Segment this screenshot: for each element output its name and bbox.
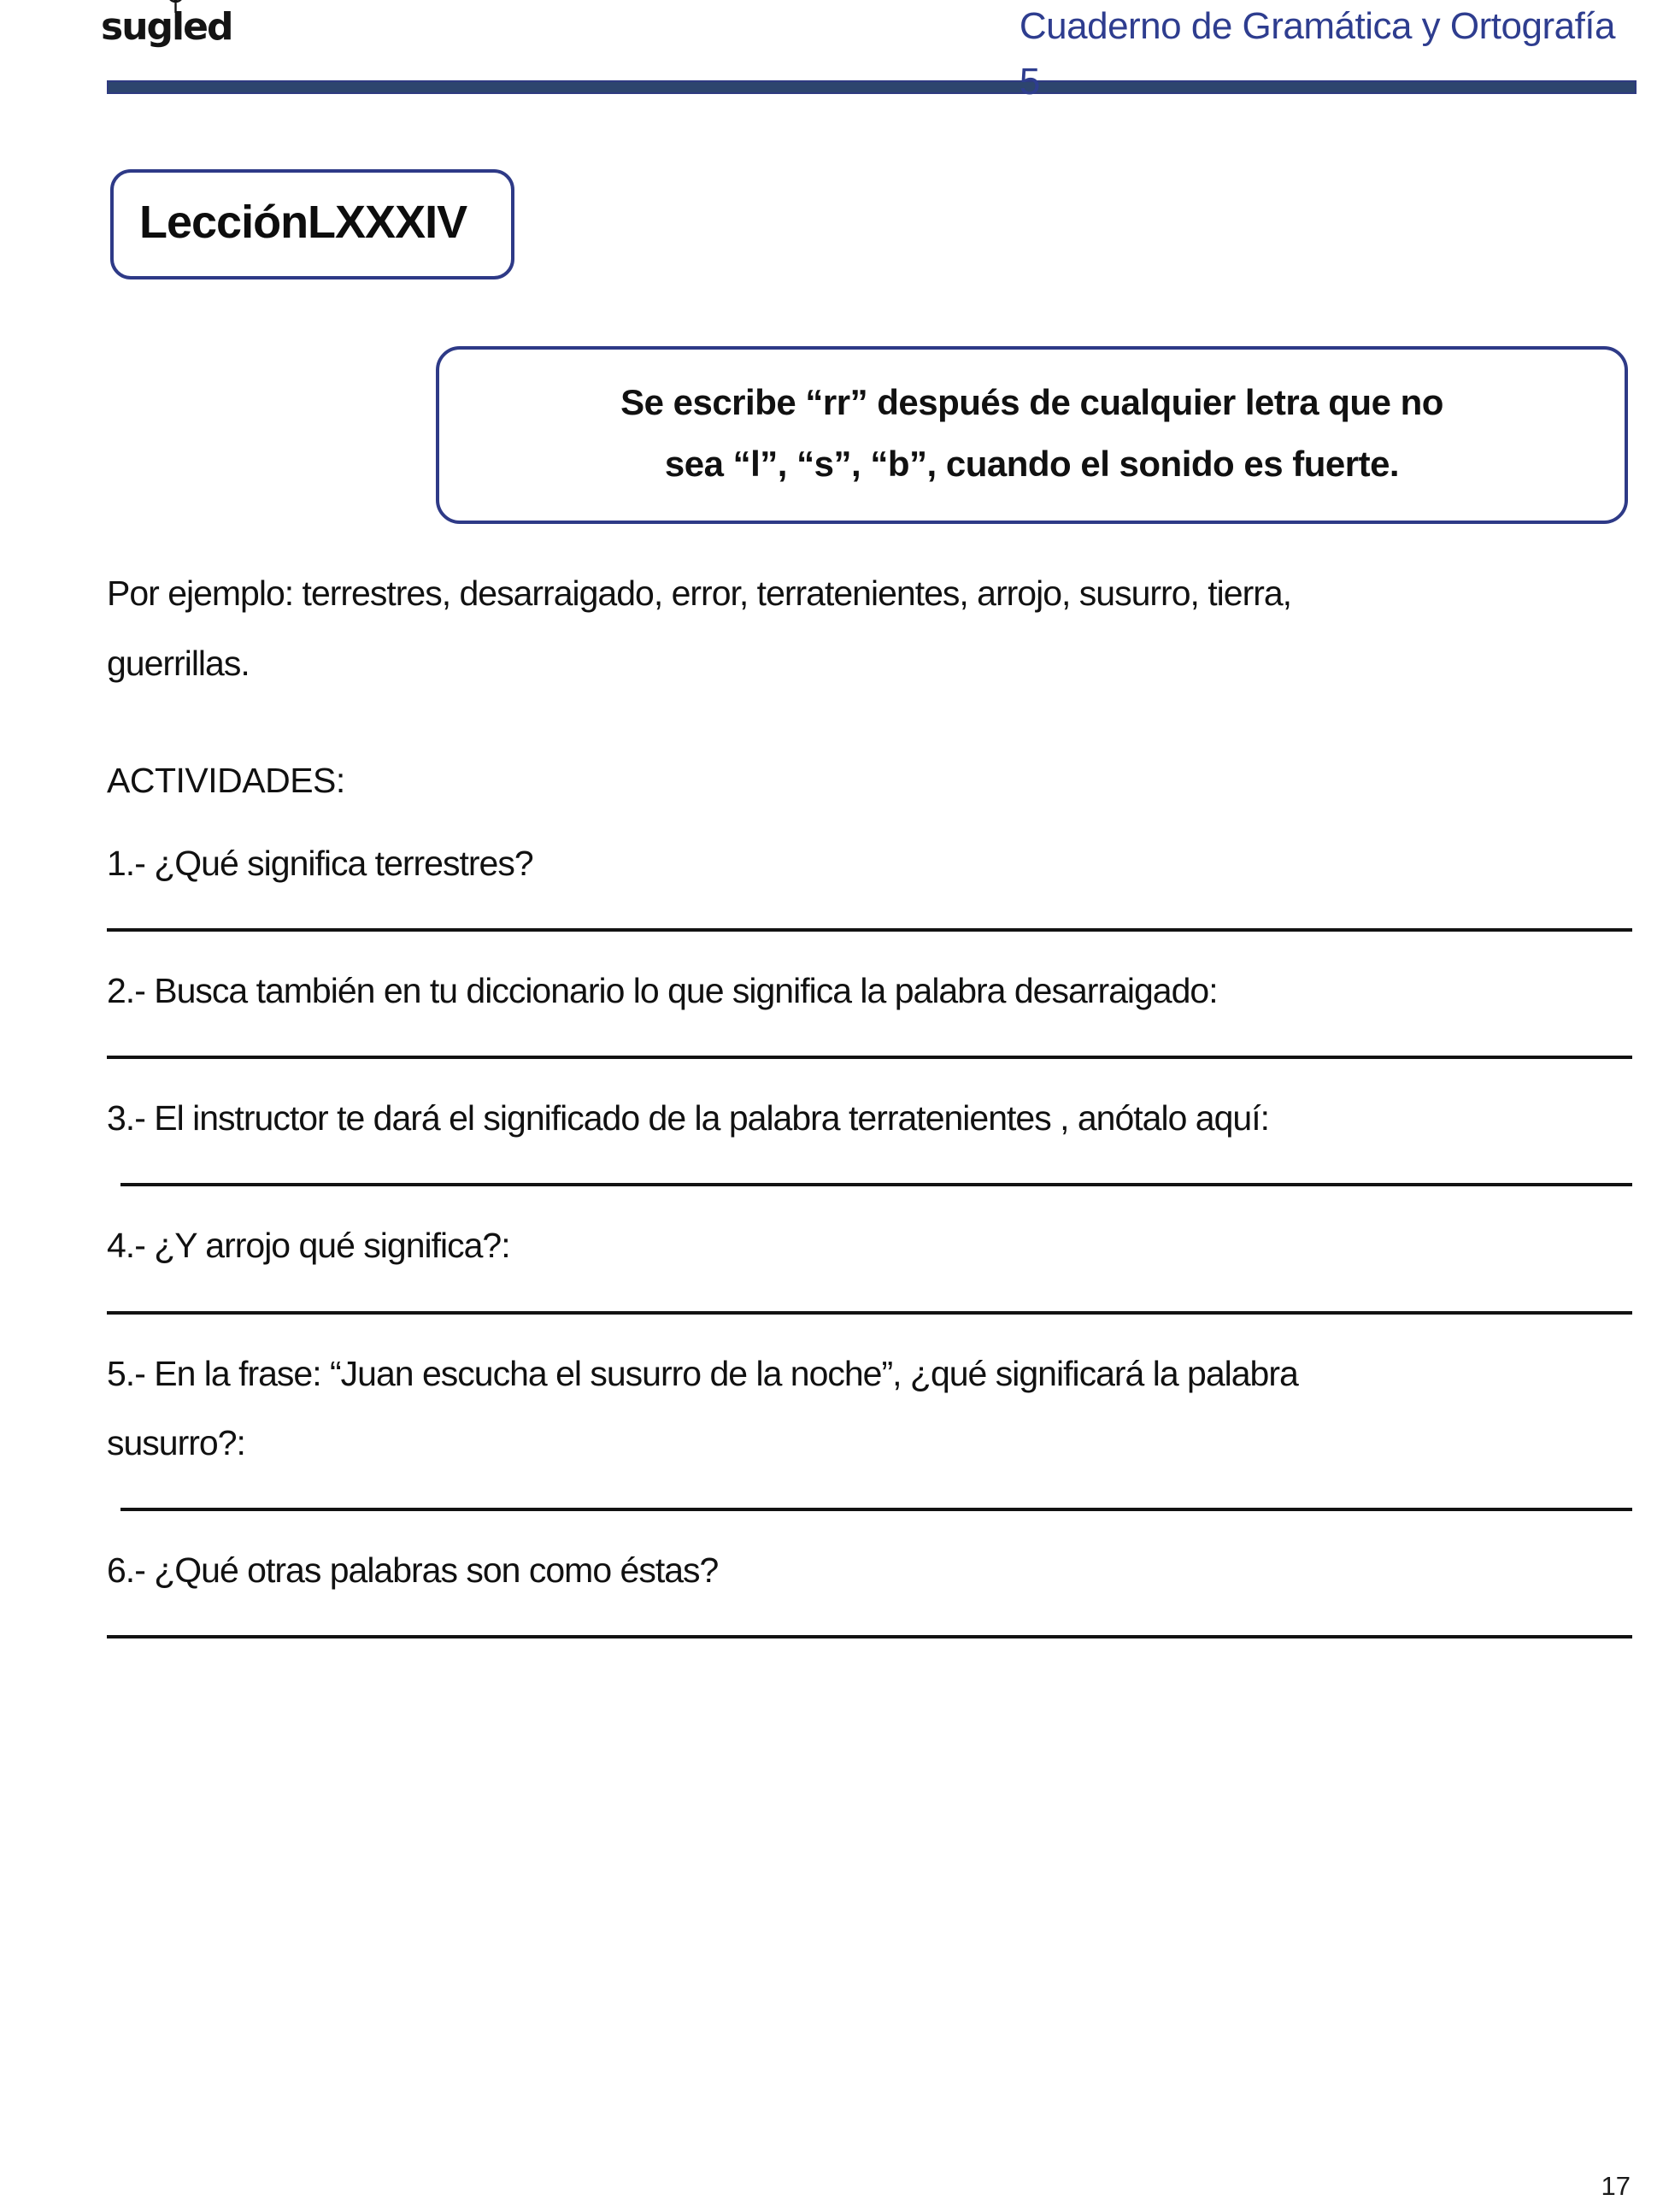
publisher-logo [101, 5, 232, 49]
page-content [0, 94, 1663, 1638]
logo-letter-l [172, 5, 183, 49]
question-text [107, 1097, 1632, 1140]
question-1-line1: 1.- ¿Qué significa terrestres? [107, 843, 533, 883]
answer-blank-line [107, 1056, 1632, 1059]
question-text [107, 969, 1632, 1013]
rule-text-line1: Se escribe “rr” después de cualquier letra que no [620, 381, 1443, 422]
volume-number: 5 [1019, 60, 1040, 103]
lesson-label: LecciónLXXXIV [139, 197, 467, 248]
grammar-rule-box [436, 346, 1628, 524]
logo-text-part2: l [172, 5, 184, 49]
question-3 [107, 1097, 1632, 1186]
question-text [107, 1224, 1632, 1268]
rule-text-line2: sea “l”, “s”, “b”, cuando el sonido es fuerte. [664, 444, 1400, 485]
example-line2: guerrillas. [107, 644, 250, 684]
question-text [107, 1352, 1632, 1466]
logo-text-part1: sug [101, 5, 173, 49]
answer-blank-line [120, 1508, 1632, 1511]
answer-blank-line [120, 1183, 1632, 1186]
logo-text-part3: ed [183, 5, 232, 49]
question-3-line1: 3.- El instructor te dará el significado de la palabra terratenientes , anótalo aquí: [107, 1098, 1269, 1138]
question-5-line2: susurro?: [107, 1422, 245, 1462]
question-5-line1: 5.- En la frase: “Juan escucha el susurro de la noche”, ¿qué significará la palabra [107, 1353, 1298, 1393]
question-2 [107, 969, 1632, 1059]
example-paragraph [107, 558, 1632, 698]
answer-blank-line [107, 1311, 1632, 1315]
question-text [107, 842, 1632, 885]
question-text [107, 1549, 1632, 1592]
question-4-line1: 4.- ¿Y arrojo qué significa?: [107, 1226, 510, 1266]
activities-heading: ACTIVIDADES: [107, 761, 345, 801]
question-5 [107, 1352, 1632, 1512]
answer-blank-line [107, 928, 1632, 932]
answer-blank-line [107, 1635, 1632, 1638]
document-title [1020, 5, 1615, 103]
page-number: 17 [1601, 2171, 1631, 2201]
question-6-line1: 6.- ¿Qué otras palabras son como éstas? [107, 1550, 719, 1591]
question-1 [107, 842, 1632, 932]
question-6 [107, 1549, 1632, 1638]
sprout-icon [164, 0, 187, 13]
document-title-text: Cuaderno de Gramática y Ortografía [1019, 5, 1615, 47]
question-2-line1: 2.- Busca también en tu diccionario lo que significa la palabra desarraigado: [107, 970, 1218, 1010]
lesson-badge [110, 169, 514, 279]
question-4 [107, 1224, 1632, 1314]
example-line1: Por ejemplo: terrestres, desarraigado, error, terratenientes, arrojo, susurro, tierra, [107, 574, 1292, 614]
